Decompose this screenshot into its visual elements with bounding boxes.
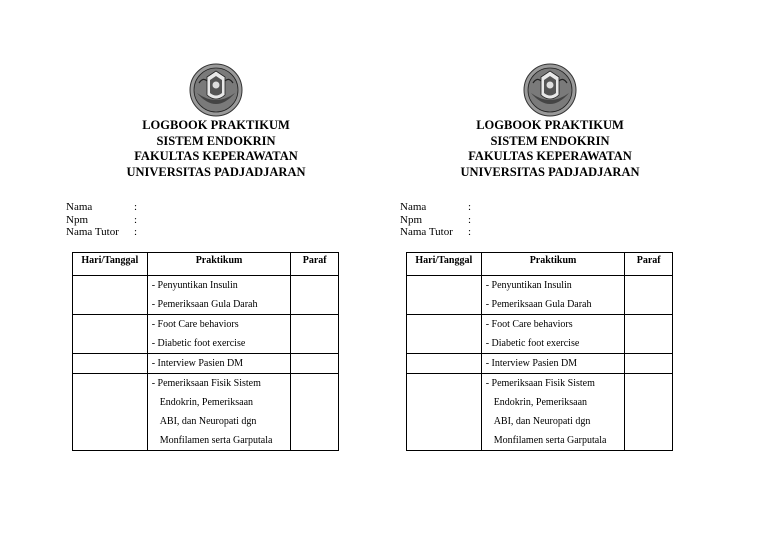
info-label: Npm (66, 213, 88, 226)
header-date: Hari/Tanggal (73, 253, 148, 276)
practicum-item: - Pemeriksaan Gula Darah (151, 299, 258, 310)
date-cell (73, 354, 148, 374)
table-row (407, 354, 673, 374)
header-practicum: Praktikum (481, 253, 625, 276)
date-cell (407, 354, 482, 374)
date-cell (407, 276, 482, 315)
header-signature: Paraf (291, 253, 339, 276)
info-row-tutor (400, 226, 478, 239)
signature-cell (291, 354, 339, 374)
info-colon: : (468, 213, 472, 226)
practicum-item: Endokrin, Pemeriksaan (493, 397, 588, 408)
practicum-table (406, 252, 673, 451)
practicum-item: - Pemeriksaan Fisik Sistem (485, 378, 595, 389)
practicum-cell (147, 354, 291, 374)
student-info (400, 201, 478, 239)
practicum-item: - Interview Pasien DM (485, 358, 578, 369)
practicum-cell (147, 276, 291, 315)
practicum-item: - Pemeriksaan Fisik Sistem (151, 378, 261, 389)
practicum-cell (147, 374, 291, 451)
info-row-tutor (66, 226, 144, 239)
title-line: SISTEM ENDOKRIN (490, 133, 610, 148)
header-practicum: Praktikum (147, 253, 291, 276)
practicum-cell (481, 315, 625, 354)
practicum-cell (147, 315, 291, 354)
info-label: Npm (400, 213, 422, 226)
logbook-left (66, 0, 366, 543)
date-cell (73, 374, 148, 451)
practicum-item: ABI, dan Neuropati dgn (159, 416, 257, 427)
title-line: SISTEM ENDOKRIN (156, 133, 276, 148)
practicum-item: - Penyuntikan Insulin (485, 280, 572, 291)
info-label: Nama (66, 201, 93, 213)
logbook-right (400, 0, 700, 543)
practicum-item: Monfilamen serta Garputala (159, 435, 273, 446)
practicum-item: ABI, dan Neuropati dgn (493, 416, 591, 427)
title-line: UNIVERSITAS PADJADJARAN (126, 164, 306, 179)
table-row (73, 354, 339, 374)
title-line: LOGBOOK PRAKTIKUM (476, 118, 624, 132)
info-colon: : (134, 201, 138, 213)
practicum-table (72, 252, 339, 451)
practicum-item: Endokrin, Pemeriksaan (159, 397, 254, 408)
info-row-nama (400, 201, 478, 214)
info-colon: : (134, 213, 138, 226)
practicum-cell (481, 276, 625, 315)
date-cell (407, 315, 482, 354)
header-date: Hari/Tanggal (407, 253, 482, 276)
info-colon: : (468, 226, 472, 239)
table-row (73, 276, 339, 315)
info-label: Nama (400, 201, 427, 213)
university-emblem-icon (189, 63, 243, 117)
title-line: FAKULTAS KEPERAWATAN (468, 149, 632, 163)
practicum-item: - Foot Care behaviors (151, 319, 239, 330)
date-cell (407, 374, 482, 451)
practicum-item: - Interview Pasien DM (151, 358, 244, 369)
university-emblem-icon (523, 63, 577, 117)
info-row-nama (66, 201, 144, 214)
table-row (73, 315, 339, 354)
title-line: LOGBOOK PRAKTIKUM (142, 118, 290, 132)
info-row-npm (66, 214, 144, 227)
info-colon: : (134, 226, 138, 239)
student-info (66, 201, 144, 239)
title-line: UNIVERSITAS PADJADJARAN (460, 164, 640, 179)
signature-cell (291, 276, 339, 315)
practicum-cell (481, 374, 625, 451)
signature-cell (625, 276, 673, 315)
logbook-title (66, 118, 366, 180)
table-row (407, 315, 673, 354)
signature-cell (291, 374, 339, 451)
table-row (407, 276, 673, 315)
signature-cell (625, 315, 673, 354)
info-colon: : (468, 201, 472, 213)
info-label: Nama Tutor (66, 226, 119, 239)
header-signature: Paraf (625, 253, 673, 276)
info-label: Nama Tutor (400, 226, 453, 239)
practicum-item: - Diabetic foot exercise (485, 338, 580, 349)
signature-cell (625, 354, 673, 374)
signature-cell (625, 374, 673, 451)
practicum-item: Monfilamen serta Garputala (493, 435, 607, 446)
practicum-item: - Diabetic foot exercise (151, 338, 246, 349)
table-row (73, 374, 339, 451)
signature-cell (291, 315, 339, 354)
info-row-npm (400, 214, 478, 227)
table-header-row (407, 253, 673, 276)
date-cell (73, 315, 148, 354)
table-row (407, 374, 673, 451)
practicum-cell (481, 354, 625, 374)
table-header-row (73, 253, 339, 276)
date-cell (73, 276, 148, 315)
title-line: FAKULTAS KEPERAWATAN (134, 149, 298, 163)
practicum-item: - Pemeriksaan Gula Darah (485, 299, 592, 310)
practicum-item: - Foot Care behaviors (485, 319, 573, 330)
practicum-item: - Penyuntikan Insulin (151, 280, 238, 291)
logbook-title (400, 118, 700, 180)
